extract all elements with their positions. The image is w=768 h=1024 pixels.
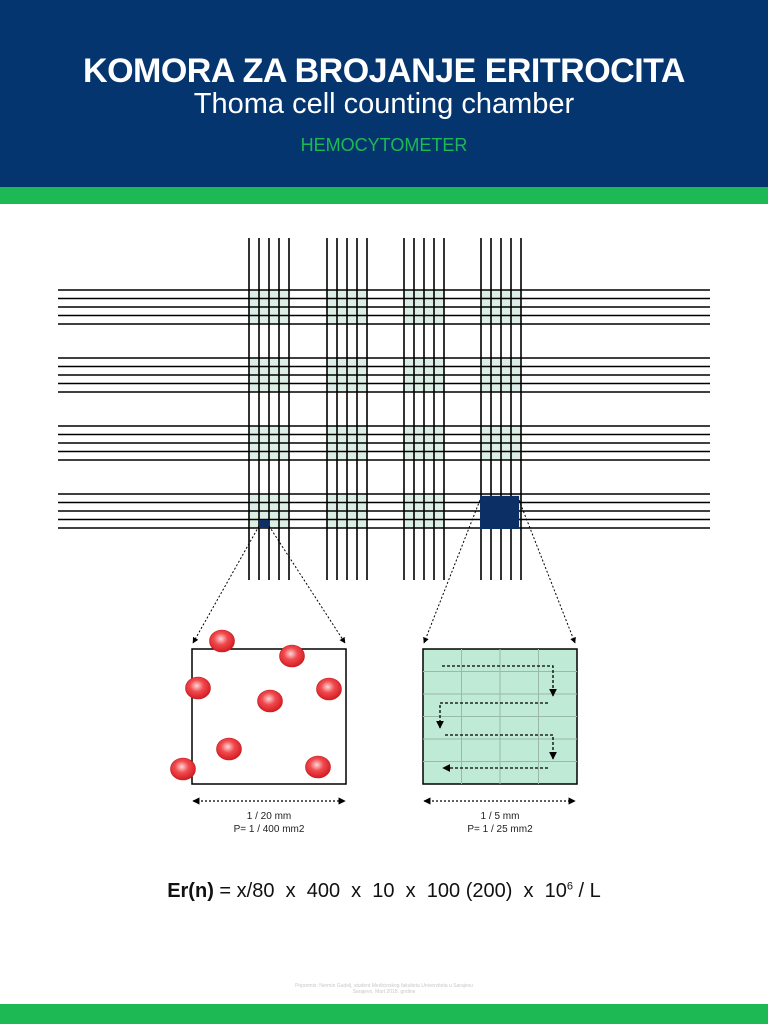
credit-line-2: Sarajevo, Mart 2018. godine [352,989,416,995]
red-blood-cell [317,678,342,700]
small-square-dimension: 1 / 20 mm [246,811,292,822]
small-square-detail [171,630,347,784]
red-blood-cell [171,758,196,780]
large-square-detail [423,649,577,784]
page-tag: HEMOCYTOMETER [300,135,468,155]
large-square-area: P= 1 / 25 mm2 [467,824,533,835]
footer-accent-band [0,1004,768,1024]
red-blood-cell [280,645,305,667]
large-square-caption [420,810,580,836]
formula-lhs: Er(n) [167,880,214,902]
small-square-caption [189,810,349,836]
erythrocyte-formula [0,880,768,903]
red-blood-cell [258,690,283,712]
page-subtitle: Thoma cell counting chamber [193,88,575,120]
small-square-highlight [259,520,269,528]
red-blood-cell [306,756,331,778]
formula-rhs: x/80 x 400 x 10 x 100 (200) x 10 [236,880,567,902]
red-blood-cell [210,630,235,652]
credit-line-1: Pripremio: Nermin Gudelj, student Medicinskog fakulteta Univerziteta u Sarajevu [295,983,473,989]
author-credit [234,983,534,995]
counting-grid [58,238,710,580]
formula-unit: / L [578,880,601,902]
page-title: KOMORA ZA BROJANJE ERITROCITA [83,52,685,90]
formula-equals: = [219,880,232,902]
red-blood-cell [217,738,242,760]
formula-exponent: 6 [566,880,573,893]
small-square-area: P= 1 / 400 mm2 [233,824,305,835]
red-blood-cell [186,677,211,699]
large-square-dimension: 1 / 5 mm [480,811,520,822]
large-square-highlight [480,496,519,529]
